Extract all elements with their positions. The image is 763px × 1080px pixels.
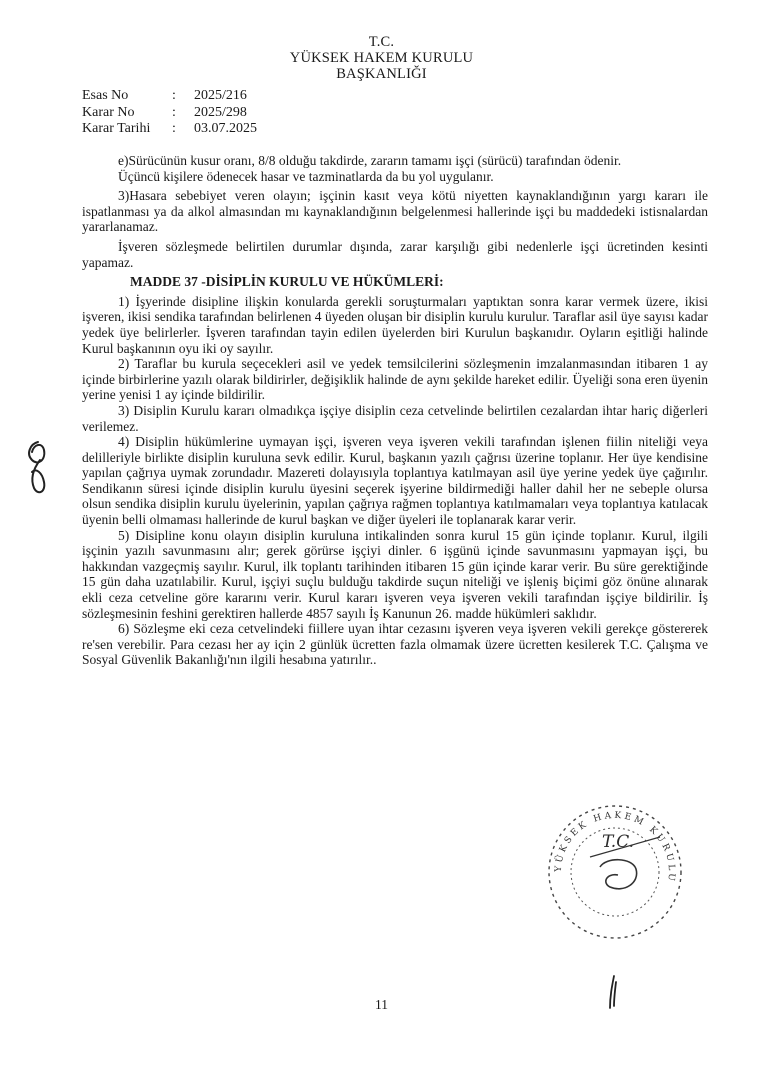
meta-value: 03.07.2025 [194, 121, 257, 136]
article-37-title: MADDE 37 -DİSİPLİN KURULU VE HÜKÜMLERİ: [130, 274, 444, 290]
meta-label: Karar Tarihi [82, 121, 151, 136]
article-37-item-2: 2) Taraflar bu kurula seçecekleri asil ve yedek temsilcilerini sözleşmenin imzalanmasından itibaren 1 ay içinde birbirlerine yazılı olarak bildirirler, değişiklik halinde de aynı şekilde hareket edilir. Üyeliği sona eren üyenin yerine yenisi 1 ay içinde bildirilir. [82, 356, 708, 403]
meta-value: 2025/216 [194, 88, 247, 103]
intro-paragraph-e: e)Sürücünün kusur oranı, 8/8 olduğu takdirde, zararın tamamı işçi (sürücü) tarafından ödenir. [118, 153, 622, 168]
article-37-item-6: 6) Sözleşme eki ceza cetvelindeki fiillere uyan ihtar cezasını işveren veya işveren vekili gerekçe göstererek re'sen verebilir. Para cezası her ay için 2 günlük ücretten fazla olmamak üzere ücretten kesilerek T.C. Çalışma ve Sosyal Güvenlik Bakanlığı'nın ilgili hesabına yatırılır.. [82, 621, 708, 668]
intro-paragraph-deduction: İşveren sözleşmede belirtilen durumlar dışında, zarar karşılığı gibi nedenlerle işçi ücretinden kesinti yapamaz. [82, 238, 708, 270]
stamp-ring-text: YÜKSEK HAKEM KURULU [553, 810, 677, 885]
meta-karar-no [82, 105, 257, 122]
page-number: 11 [375, 997, 388, 1012]
article-37-item-1: 1) İşyerinde disipline ilişkin konularda gerekli soruşturmaları yaptıktan sonra karar vermek üzere, ikisi işveren, ikisi sendika tarafından belirlenen 4 üyeden oluşan bir disiplin kurulu kurulur. Taraflar asil üye sayısı kadar yedek üye belirlerler. İşveren tarafından tayin edilen üyelerden biri Kurulun başkanıdır. Oyların eşitliği halinde Kurul başkanının oyu iki oy sayılır. [82, 293, 708, 356]
margin-initial-mark [20, 438, 56, 505]
header-line-tc: T.C. [368, 34, 395, 50]
meta-label: Esas No [82, 88, 129, 103]
stamp-top-text: T.C. [601, 832, 635, 852]
header-line-presidency: BAŞKANLIĞI [336, 66, 427, 82]
meta-value: 2025/298 [194, 104, 247, 120]
case-meta [82, 88, 257, 138]
meta-separator: : [172, 121, 176, 136]
article-37-item-3: 3) Disiplin Kurulu kararı olmadıkça işçiye disiplin ceza cetvelinde belirtilen cezalardan ihtar hariç diğerleri verilemez. [82, 402, 708, 434]
article-37-item-4: 4) Disiplin hükümlerine uymayan işçi, işveren veya işveren vekili tarafından işlenen fiilin niteliği veya delilleriyle birlikte disiplin kuruluna sevk edilir. Kurul, başkanın yazılı çağrısı üzerine toplanır. Her üye kendisine yapılan çağrıya uymak zorundadır. Mazereti dolayısıyla toplantıya katılmayan asil üye yerine yedek üye çağırılır. Sendikanın süresi içinde disiplin kurulu üyesini seçerek işyerine bildirmediği haller dahil her ne sebeple olursa olsun sendika disiplin kurulu üyelerinin, yapılan çağrıya rağmen toplantıya katılmamaları veya toplantıya katılacak üyenin belli olmaması hallerinde de kurul başkan ve diğer üyeleri ile toplanarak karar verir. [82, 434, 708, 528]
meta-separator: : [172, 88, 176, 103]
document-body [82, 153, 708, 668]
intro-paragraph-3: 3)Hasara sebebiyet veren olayın; işçinin kasıt veya kötü niyetten kaynaklandığının yargı kararı ile ispatlanması ya da alkol almasından mı kaynaklandığının belgelenmesi hallerinde işçi bu maddedeki istisnalardan yararlanamaz. [82, 188, 708, 235]
meta-label: Karar No [82, 104, 135, 120]
header-line-institution: YÜKSEK HAKEM KURULU [289, 50, 474, 66]
meta-karar-tarihi [82, 121, 257, 138]
meta-esas-no [82, 88, 257, 105]
meta-separator: : [172, 104, 176, 120]
article-37-item-5: 5) Disipline konu olayın disiplin kuruluna intikalinden sonra kurul 15 gün içinde toplanır. Kurul, ilgili işçinin yazılı savunmasını alır; gerek görürse işçiyi dinler. 6 işgünü içinde savunmasını yapmayan işçi, bu hakkından vazgeçmiş sayılır. Kurul, ilk toplantı tarihinden itibaren 15 gün içinde karar verir. Bu süre gerektiğinde 15 gün daha uzatılabilir. Kurul, işçiyi suçlu bulduğu takdirde suçun niteliği ve işleniş biçimi göz önüne alınarak ekli ceza cetveline göre kararını verir. Kurul kararı işveren veya işveren vekili tarafından işçiye bildirilir. İş sözleşmesinin feshini gerektiren hallerde 4857 sayılı İş Kanunun 26. madde hükümleri saklıdır. [82, 527, 708, 621]
intro-paragraph-third-party: Üçüncü kişilere ödenecek hasar ve tazminatlarda da bu yol uygulanır. [118, 168, 494, 184]
official-seal-stamp [540, 797, 690, 952]
document-header [0, 34, 763, 82]
